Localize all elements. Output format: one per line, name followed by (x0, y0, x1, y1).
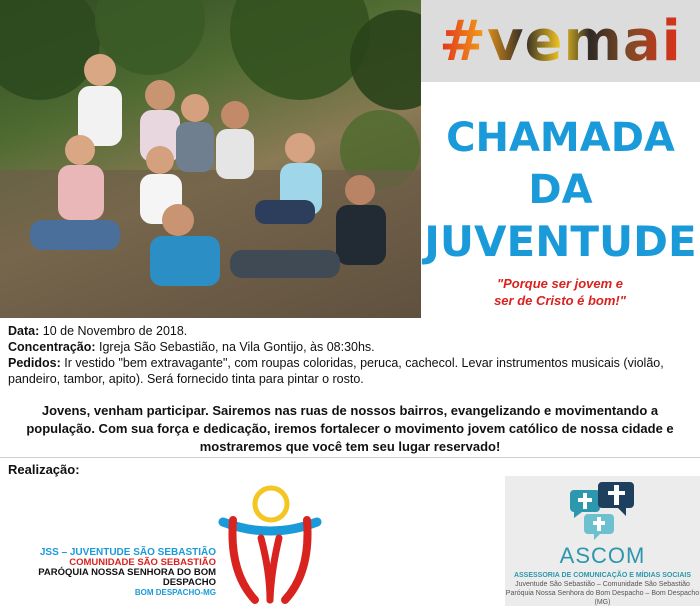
meeting-row (8, 339, 694, 355)
hashtag-text: #vemai (439, 8, 682, 74)
requests-row (8, 355, 694, 387)
title-line-2: DA (528, 167, 593, 213)
requests-value: Ir vestido "bem extravagante", com roupas coloridas, peruca, cachecol. Levar instrumentos musicais (violão, pandeiro, tambor, apito). Será fornecido tinta para pintar o rosto. (8, 356, 664, 386)
meeting-value: Igreja São Sebastião, na Vila Gontijo, às 08:30hs. (95, 340, 375, 354)
meeting-label: Concentração: (8, 340, 96, 354)
ascom-line-3: Paróquia Nossa Senhora do Bom Despacho – Bom Despacho (MG) (505, 590, 700, 606)
speech-cross-icon (568, 480, 638, 542)
date-row (8, 323, 694, 339)
jss-logo-icon (215, 482, 325, 604)
requests-label: Pedidos: (8, 356, 61, 370)
motto (440, 275, 680, 309)
hashtag-banner (421, 0, 700, 82)
jss-community: COMUNIDADE SÃO SEBASTIÃO (69, 557, 216, 568)
group-photo (0, 0, 421, 318)
jss-info (6, 548, 216, 598)
title-line-3: JUVENTUDE (424, 217, 697, 266)
ascom-line-2: Juventude São Sebastião – Comunidade São Sebastião (515, 581, 690, 588)
event-details (8, 323, 694, 387)
ascom-subtitle-block (505, 571, 700, 607)
main-title (421, 112, 700, 268)
section-divider (0, 457, 700, 458)
invitation-callout: Jovens, venham participar. Sairemos nas ruas de nossos bairros, evangelizando e movimentando a população. Com sua força e dedicação, iremos fortalecer o movimento jovem católico de nossa cidade e mostraremos que você tem seu lugar reservado! (26, 403, 674, 454)
jss-parish: PARÓQUIA NOSSA SENHORA DO BOM DESPACHO (38, 567, 216, 588)
ascom-title: ASCOM (559, 543, 646, 568)
group-photo-illustration (0, 0, 421, 318)
motto-line-2: ser de Cristo é bom!" (494, 293, 626, 308)
jss-name: JSS – JUVENTUDE SÃO SEBASTIÃO (39, 547, 216, 558)
date-value: 10 de Novembro de 2018. (39, 324, 188, 338)
motto-line-1: "Porque ser jovem e (496, 276, 624, 291)
jss-city: BOM DESPACHO-MG (134, 588, 216, 597)
title-line-1: CHAMADA (446, 115, 675, 161)
ascom-subtitle: ASSESSORIA DE COMUNICAÇÃO E MÍDIAS SOCIAIS (513, 572, 692, 579)
realizacao-label: Realização: (8, 462, 80, 477)
date-label: Data: (8, 324, 40, 338)
